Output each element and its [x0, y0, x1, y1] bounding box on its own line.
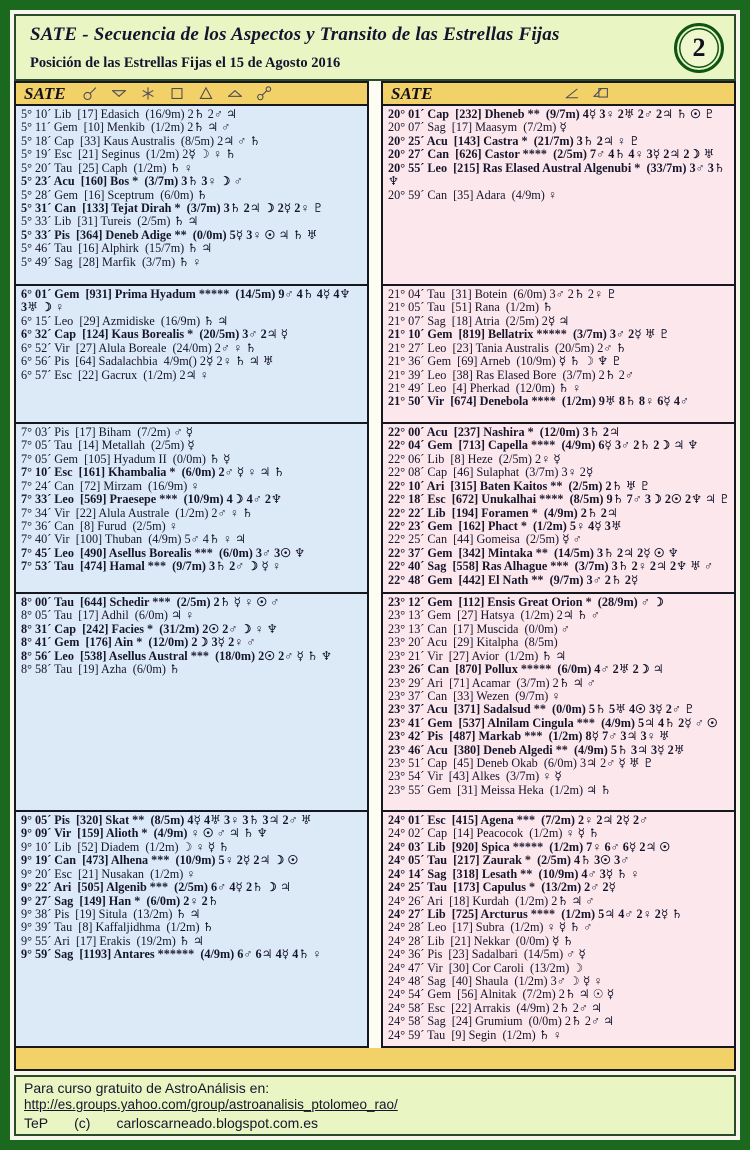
- table-row: 6° 56´ Pis [64] Sadalachbia 4/9m() 2☿ 2♀ ♄ ♃ ♅: [21, 354, 274, 369]
- left-column: [14, 424, 369, 594]
- table-row: 22° 22´ Lib [194] Foramen * (4/9m) 2♄ 2♃: [388, 505, 618, 520]
- footer-credit-site: carloscarneado.blogspot.com.es: [116, 1115, 319, 1131]
- table-row: 22° 40´ Sag [558] Ras Alhague *** (3/7m) 3♄ 2♀ 2♃ 2♆ ♅ ♂: [388, 559, 714, 574]
- column-gutter: [369, 812, 381, 1048]
- semisextile-icon: [109, 85, 129, 102]
- table-row: 5° 28´ Gem [16] Sceptrum (6/0m) ♄: [21, 187, 208, 202]
- right-aspects: [562, 85, 611, 102]
- table-row: 22° 25´ Can [44] Gomeisa (2/5m) ☿ ♂: [388, 532, 582, 547]
- table-row: 24° 47´ Vir [30] Cor Caroli (13/2m) ☽: [388, 960, 584, 975]
- table-row: 7° 05´ Tau [14] Metallah (2/5m) ☿: [21, 438, 195, 453]
- table-row: 24° 05´ Tau [217] Zaurak * (2/5m) 4♄ 3☉ 3♂: [388, 853, 630, 868]
- page-number-badge: [674, 23, 724, 73]
- table-row: 23° 37´ Can [33] Wezen (9/7m) ♀: [388, 688, 561, 703]
- table-row: 20° 07´ Sag [17] Maasym (7/2m) ☿: [388, 120, 567, 135]
- right-column: [381, 812, 736, 1048]
- footer-credit: [24, 1115, 726, 1131]
- table-row: 24° 01´ Esc [415] Agena *** (7/2m) 2♀ 2♃ 2☿ 2♂: [388, 813, 649, 828]
- table-row: 22° 23´ Gem [162] Phact * (1/2m) 5♀ 4☿ 3♅: [388, 518, 622, 533]
- table-row: 24° 26´ Ari [18] Kurdah (1/2m) 2♄ ♃ ♂: [388, 893, 595, 908]
- table-row: 9° 39´ Tau [8] Kaffaljidhma (1/2m) ♄: [21, 920, 214, 935]
- table-row: 9° 09´ Vir [159] Alioth * (4/9m) ♀ ☉ ♂ ♃ ♄ ♆: [21, 826, 268, 841]
- table-row: 8° 00´ Tau [644] Schedir *** (2/5m) 2♄ ☿ ♀ ☉ ♂: [21, 595, 280, 610]
- table-row: 23° 26´ Can [870] Pollux ***** (6/0m) 4♂ 2♅ 2☽ ♃: [388, 662, 664, 677]
- footer-link[interactable]: http://es.groups.yahoo.com/group/astroanalisis_ptolomeo_rao/: [24, 1097, 398, 1112]
- page-title: SATE - Secuencia de los Aspectos y Transito de las Estrellas Fijas: [30, 24, 560, 45]
- table-row: 22° 18´ Esc [672] Unukalhai **** (8/5m) 9♄ 7♂ 3☽ 2☉ 2♆ ♃ ♇: [388, 492, 730, 507]
- table-row: 8° 31´ Cap [242] Facies * (31/2m) 2☉ 2♂ ☽ ♀ ♆: [21, 621, 278, 636]
- table-row: 24° 58´ Sag [24] Grumium (0/0m) 2♄ 2♂ ♃: [388, 1014, 615, 1029]
- table-row: 7° 03´ Pis [17] Biham (7/2m) ♂ ☿: [21, 425, 194, 440]
- table-row: 7° 34´ Vir [22] Alula Australe (1/2m) 2♂ ♀ ♄: [21, 505, 253, 520]
- opposition-icon: [254, 85, 274, 102]
- table-row: 23° 12´ Gem [112] Ensis Great Orion * (28/9m) ♂ ☽: [388, 595, 664, 610]
- table-row: 23° 29´ Ari [71] Acamar (3/7m) 2♄ ♃ ♂: [388, 675, 596, 690]
- table-row: 24° 14´ Sag [318] Lesath ** (10/9m) 4♂ 3☿ ♄ ♀: [388, 866, 640, 881]
- table-row: 23° 55´ Gem [31] Meissa Heka (1/2m) ♃ ♄: [388, 782, 612, 797]
- table-row: 23° 42´ Pis [487] Markab *** (1/2m) 8☿ 7♂ 3♃ 3♀ ♅: [388, 729, 670, 744]
- left-sate-label: SATE: [24, 83, 66, 103]
- table-row: 24° 27´ Lib [725] Arcturus **** (1/2m) 5♃ 4♂ 2♀ 2☿ ♄: [388, 906, 683, 921]
- table-row: 9° 27´ Sag [149] Han * (6/0m) 2♀ 2♄: [21, 893, 219, 908]
- degree-section: [14, 286, 736, 424]
- footer-panel: [14, 1075, 736, 1136]
- table-row: 5° 31´ Can [133] Tejat Dirah * (3/7m) 3♄ 2♃ ☽ 2☿ 2♀ ♇: [21, 200, 324, 215]
- table-row: 7° 10´ Esc [161] Khambalia * (6/0m) 2♂ ☿ ♀ ♃ ♄: [21, 465, 285, 480]
- table-row: 5° 23´ Acu [160] Bos * (3/7m) 3♄ 3♀ ☽ ♂: [21, 174, 243, 189]
- right-column: [381, 594, 736, 812]
- table-row: 8° 41´ Gem [176] Ain * (12/0m) 2☽ 3☿ 2♀ ♂: [21, 635, 256, 650]
- table-row: 5° 33´ Lib [31] Tureis (2/5m) ♄ ♃: [21, 214, 199, 229]
- sextile-icon: [138, 85, 158, 102]
- table-row: 9° 05´ Pis [320] Skat ** (8/5m) 4☿ 4♅ 3♀ 3♄ 3♃ 2♂ ♅: [21, 813, 312, 828]
- table-row: 23° 54´ Vir [43] Alkes (3/7m) ♀ ☿: [388, 769, 562, 784]
- table-row: 5° 20´ Tau [25] Caph (1/2m) ♄ ♀: [21, 160, 193, 175]
- table-row: 6° 15´ Leo [29] Azmidiske (16/9m) ♄ ♃: [21, 313, 229, 328]
- table-row: 7° 05´ Gem [105] Hyadum II (0/0m) ♄ ☿: [21, 451, 231, 466]
- table-row: 22° 06´ Lib [8] Heze (2/5m) 2♀ ☿: [388, 451, 561, 466]
- document-inner: [10, 10, 740, 1140]
- trine-icon: [196, 85, 216, 102]
- table-row: 24° 25´ Tau [173] Capulus * (13/2m) 2♂ 2☿: [388, 880, 617, 895]
- table-row: 21° 05´ Tau [51] Rana (1/2m) ♄: [388, 300, 554, 315]
- table-row: 24° 28´ Lib [21] Nekkar (0/0m) ☿ ♄: [388, 933, 574, 948]
- table-row: 22° 00´ Acu [237] Nashira * (12/0m) 3♄ 2♃: [388, 425, 620, 440]
- right-column: [381, 106, 736, 286]
- table-row: 9° 22´ Ari [505] Algenib *** (2/5m) 6♂ 4☿ 2♄ ☽ ♃: [21, 880, 291, 895]
- table-row: 21° 27´ Leo [23] Tania Australis (20/5m) 2♂ ♄: [388, 340, 627, 355]
- table-row: 5° 11´ Gem [10] Menkib (1/2m) 2♄ ♃ ♂: [21, 120, 231, 135]
- table-row: 20° 01´ Cap [232] Dheneb ** (9/7m) 4☿ 3♀ 2♅ 2♂ 2♃ ♄ ☉ ♇: [388, 107, 715, 122]
- table-row: 21° 39´ Leo [38] Ras Elased Bore (3/7m) 2♄ 2♂: [388, 367, 634, 382]
- footer-credit-c: (c): [74, 1115, 91, 1131]
- table-row: 20° 59´ Can [35] Adara (4/9m) ♀: [388, 187, 558, 202]
- star-table: [14, 106, 736, 1048]
- bottom-yellow-strip: [14, 1048, 736, 1071]
- table-row: 21° 04´ Tau [31] Botein (6/0m) 3♂ 2♄ 2♀ ♇: [388, 287, 618, 302]
- table-row: 5° 10´ Lib [17] Edasich (16/9m) 2♄ 2♂ ♃: [21, 107, 237, 122]
- table-row: 7° 24´ Can [72] Mirzam (16/9m) ♀: [21, 478, 200, 493]
- table-row: 24° 54´ Gem [56] Alnitak (7/2m) 2♄ ♃ ☉ ☿: [388, 987, 615, 1002]
- degree-section: [14, 812, 736, 1048]
- table-row: 9° 10´ Lib [52] Diadem (1/2m) ☽ ♀ ☿ ♄: [21, 839, 230, 854]
- table-row: 23° 41´ Gem [537] Alnilam Cingula *** (4/9m) 5♃ 4♄ 2☿ ♂ ☉: [388, 715, 718, 730]
- header-gutter: [369, 81, 381, 106]
- conjunction-icon: [80, 85, 100, 102]
- table-row: 7° 33´ Leo [569] Praesepe *** (10/9m) 4☽ 4♂ 2♆: [21, 492, 282, 507]
- table-row: 9° 20´ Esc [21] Nusakan (1/2m) ♀: [21, 866, 196, 881]
- table-row: 24° 59´ Tau [9] Segin (1/2m) ♄ ♀: [388, 1027, 562, 1042]
- right-column: [381, 424, 736, 594]
- page-subtitle: Posición de las Estrellas Fijas el 15 de Agosto 2016: [30, 55, 341, 71]
- table-row: 9° 19´ Can [473] Alhena *** (10/9m) 5♀ 2☿ 2♃ ☽ ☉: [21, 853, 299, 868]
- table-row: 21° 49´ Leo [4] Pherkad (12/0m) ♄ ♀: [388, 380, 582, 395]
- table-row: 24° 58´ Esc [22] Arrakis (4/9m) 2♄ 2♂ ♃: [388, 1000, 602, 1015]
- table-row: 21° 07´ Sag [18] Atria (2/5m) 2☿ ♃: [388, 313, 570, 328]
- table-row: 6° 01´ Gem [931] Prima Hyadum ***** (14/5m) 9♂ 4♄ 4☿ 4♆ 3♅ ☽ ♀: [21, 287, 354, 315]
- table-row: 23° 37´ Acu [371] Sadalsud ** (0/0m) 5♄ 5♅ 4☉ 3☿ 2♂ ♇: [388, 702, 695, 717]
- table-row: 7° 53´ Tau [474] Hamal *** (9/7m) 3♄ 2♂ ☽ ☿ ♀: [21, 559, 282, 574]
- table-row: 23° 13´ Can [17] Muscida (0/0m) ♂: [388, 621, 570, 636]
- title-panel: [14, 14, 736, 81]
- right-sate-label: SATE: [391, 83, 433, 103]
- table-row: 23° 46´ Acu [380] Deneb Algedi ** (4/9m) 5♄ 3♃ 3☿ 2♅: [388, 742, 685, 757]
- table-row: 8° 58´ Tau [19] Azha (6/0m) ♄: [21, 662, 180, 677]
- quincunx-icon: [225, 85, 245, 102]
- table-row: 5° 46´ Tau [16] Alphirk (15/7m) ♄ ♃: [21, 241, 213, 256]
- table-row: 6° 57´ Esc [22] Gacrux (1/2m) 2♃ ♀: [21, 367, 209, 382]
- square-icon: [167, 85, 187, 102]
- table-row: 5° 33´ Pis [364] Deneb Adige ** (0/0m) 5☿ 3♀ ☉ ♃ ♄ ♅: [21, 227, 318, 242]
- table-row: 9° 59´ Sag [1193] Antares ****** (4/9m) 6♂ 6♃ 4☿ 4♄ ♀: [21, 947, 322, 962]
- column-header-bar: [14, 81, 736, 106]
- column-gutter: [369, 286, 381, 424]
- left-column: [14, 286, 369, 424]
- semisquare-icon: [562, 85, 582, 102]
- table-row: 21° 50´ Vir [674] Denebola **** (1/2m) 9♅ 8♄ 8♀ 6☿ 4♂: [388, 394, 690, 409]
- right-column-header: [381, 81, 736, 106]
- degree-section: [14, 594, 736, 812]
- table-row: 8° 05´ Tau [17] Adhil (6/0m) ♃ ♀: [21, 608, 195, 623]
- column-gutter: [369, 106, 381, 286]
- sesquiquadrate-icon: [591, 85, 611, 102]
- table-row: 9° 55´ Ari [17] Erakis (19/2m) ♄ ♃: [21, 933, 204, 948]
- table-row: 22° 10´ Ari [315] Baten Kaitos ** (2/5m) 2♄ ♅ ♇: [388, 478, 651, 493]
- table-row: 7° 40´ Vir [100] Thuban (4/9m) 5♂ 4♄ ♀ ♃: [21, 532, 246, 547]
- table-row: 8° 56´ Leo [538] Asellus Austral *** (18/0m) 2☉ 2♂ ☿ ♄ ♆: [21, 648, 332, 663]
- table-row: 22° 08´ Cap [46] Sulaphat (3/7m) 3♀ 2☿: [388, 465, 594, 480]
- table-row: 6° 32´ Cap [124] Kaus Borealis * (20/5m) 3♂ 2♃ ☿: [21, 327, 289, 342]
- degree-section: [14, 106, 736, 286]
- left-column-header: [14, 81, 369, 106]
- right-column: [381, 286, 736, 424]
- table-row: 5° 49´ Sag [28] Marfik (3/7m) ♄ ♀: [21, 254, 202, 269]
- table-row: 24° 28´ Leo [17] Subra (1/2m) ♀ ☿ ♄ ♂: [388, 920, 593, 935]
- table-row: 21° 36´ Gem [69] Arneb (10/9m) ☿ ♄ ☽ ♆ ♇: [388, 354, 623, 369]
- left-aspects: [80, 85, 274, 102]
- table-row: 5° 19´ Esc [21] Seginus (1/2m) 2☿ ☽ ♀ ♄: [21, 147, 236, 162]
- table-row: 20° 55´ Leo [215] Ras Elased Austral Algenubi * (33/7m) 3♂ 3♄ ♆: [388, 160, 728, 189]
- left-column: [14, 812, 369, 1048]
- table-row: 24° 02´ Cap [14] Peacocok (1/2m) ♀ ☿ ♄: [388, 826, 600, 841]
- table-row: 7° 36´ Can [8] Furud (2/5m) ♀: [21, 518, 178, 533]
- footer-credit-tep: TeP: [24, 1115, 49, 1131]
- table-row: 23° 21´ Vir [27] Avior (1/2m) ♄ ♃: [388, 648, 567, 663]
- table-row: 22° 37´ Gem [342] Mintaka ** (14/5m) 3♄ 2♃ 2☿ ☉ ♆: [388, 545, 679, 560]
- table-row: 9° 38´ Pis [19] Situla (13/2m) ♄ ♃: [21, 906, 201, 921]
- table-row: 22° 48´ Gem [442] El Nath ** (9/7m) 3♂ 2♄ 2☿: [388, 572, 639, 587]
- table-row: 24° 03´ Lib [920] Spica ***** (1/2m) 7♀ 6♂ 6☿ 2♃ ☉: [388, 839, 671, 854]
- table-row: 20° 27´ Can [626] Castor **** (2/5m) 7♂ 4♄ 4♀ 3☿ 2♃ 2☽ ♅: [388, 147, 715, 162]
- table-row: 23° 13´ Gem [27] Hatsya (1/2m) 2♃ ♄ ♂: [388, 608, 600, 623]
- table-row: 24° 36´ Pis [23] Sadalbari (14/5m) ♂ ☿: [388, 947, 586, 962]
- left-column: [14, 106, 369, 286]
- column-gutter: [369, 594, 381, 812]
- table-row: 23° 20´ Acu [29] Kitalpha (8/5m): [388, 635, 558, 650]
- table-row: 6° 52´ Vir [27] Alula Boreale (24/0m) 2♂ ♀ ♄: [21, 340, 257, 355]
- table-row: 22° 04´ Gem [713] Capella **** (4/9m) 6☿ 3♂ 2♄ 2☽ ♃ ♆: [388, 438, 699, 453]
- table-row: 5° 18´ Cap [33] Kaus Australis (8/5m) 2♃ ♂ ♄: [21, 133, 261, 148]
- left-column: [14, 594, 369, 812]
- table-row: 7° 45´ Leo [490] Asellus Borealis *** (6/0m) 3♂ 3☉ ♆: [21, 545, 306, 560]
- column-gutter: [369, 424, 381, 594]
- footer-text: Para curso gratuito de AstroAnálisis en:: [24, 1080, 270, 1096]
- table-row: 23° 51´ Cap [45] Deneb Okab (6/0m) 3♃ 2♂ ☿ ♅ ♇: [388, 755, 654, 770]
- page-number: 2: [692, 33, 706, 62]
- table-row: 20° 25´ Acu [143] Castra * (21/7m) 3♄ 2♃ ♀ ♇: [388, 133, 640, 148]
- degree-section: [14, 424, 736, 594]
- table-row: 24° 48´ Sag [40] Shaula (1/2m) 3♂ ☽ ☿ ♀: [388, 973, 603, 988]
- table-row: 21° 10´ Gem [819] Bellatrix ***** (3/7m) 3♂ 2☿ ♅ ♇: [388, 327, 670, 342]
